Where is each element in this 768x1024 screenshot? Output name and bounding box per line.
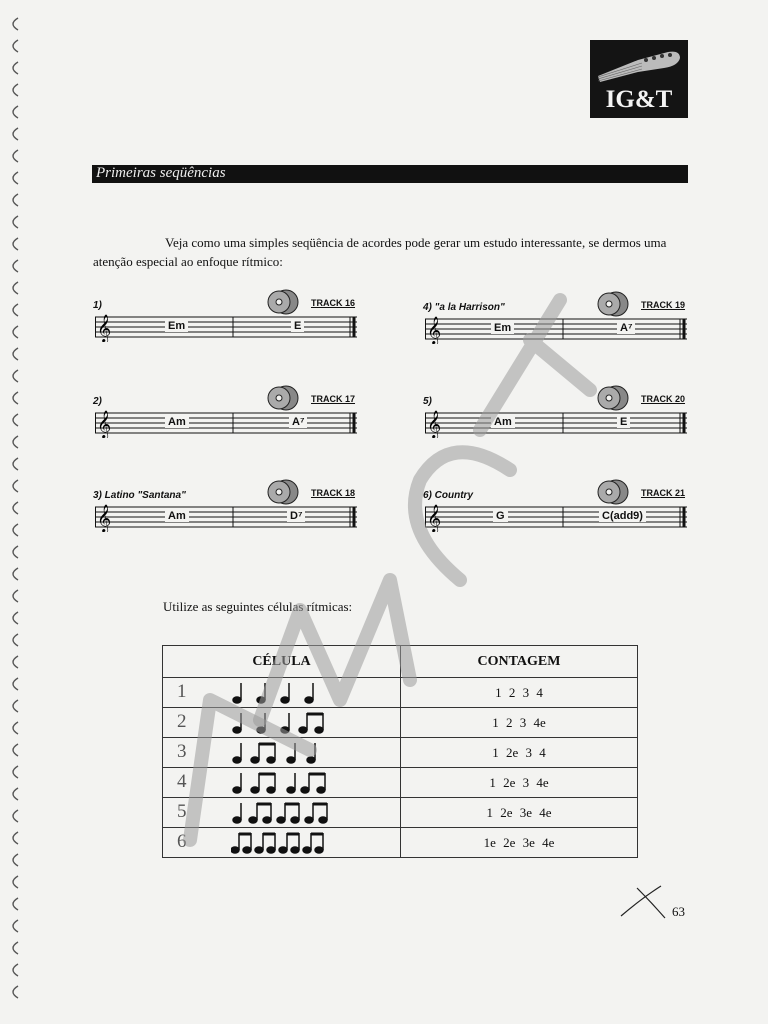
rhythm-notation (231, 830, 341, 856)
count-cell: 1 2e 3 4e (401, 768, 638, 798)
section-title-bar (92, 165, 688, 183)
rhythm-notation (231, 710, 341, 736)
track-label: TRACK 16 (311, 298, 356, 308)
count-cell: 1 2e 3e 4e (401, 798, 638, 828)
music-staff (425, 410, 687, 438)
handwritten-number: 5 (177, 801, 187, 822)
rhythm-notation (231, 770, 341, 796)
track-label: TRACK 17 (311, 394, 356, 404)
cd-icon (596, 384, 630, 412)
chord-1: G (493, 510, 508, 522)
cd-icon (596, 478, 630, 506)
igt-logo (590, 40, 688, 118)
chord-2: E (617, 416, 630, 428)
rhythm-cell (163, 678, 401, 708)
cd-icon (266, 478, 300, 506)
guitar-headstock-icon (598, 46, 682, 84)
chord-1: Am (165, 510, 189, 522)
handwritten-number: 4 (177, 771, 187, 792)
exercise-1 (93, 300, 363, 360)
count-cell: 1 2e 3 4 (401, 738, 638, 768)
exercise-number: 5) (423, 396, 432, 407)
rhythm-cell (163, 798, 401, 828)
spiral-binding (4, 10, 26, 1010)
count-cell: 1 2 3 4e (401, 708, 638, 738)
chord-2: A⁷ (289, 416, 307, 428)
table-row (163, 768, 638, 798)
track-label: TRACK 21 (641, 488, 686, 498)
rhythm-cell (163, 768, 401, 798)
chord-1: Em (165, 320, 188, 332)
exercise-2 (93, 396, 363, 456)
rhythm-notation (231, 740, 341, 766)
chord-2: C(add9) (599, 510, 646, 522)
table-row (163, 708, 638, 738)
chord-2: A⁷ (617, 322, 635, 334)
music-staff (425, 504, 687, 532)
exercise-3 (93, 490, 363, 550)
exercise-6 (423, 490, 693, 550)
music-staff (95, 410, 357, 438)
rhythm-cell (163, 738, 401, 768)
table-header-row (163, 646, 638, 678)
track-label: TRACK 20 (641, 394, 686, 404)
cd-icon (596, 290, 630, 318)
handwritten-number: 3 (177, 741, 187, 762)
exercise-number: 6) Country (423, 490, 473, 501)
handwritten-number: 2 (177, 711, 187, 732)
rhythm-cells-table (162, 645, 638, 858)
chord-1: Em (491, 322, 514, 334)
table-row (163, 828, 638, 858)
rhythm-notation (231, 800, 341, 826)
cd-icon (266, 288, 300, 316)
handwritten-x-mark (617, 884, 667, 920)
exercise-number: 4) "a la Harrison" (423, 302, 505, 313)
track-label: TRACK 19 (641, 300, 686, 310)
column-header-contagem: CONTAGEM (401, 646, 638, 678)
exercise-number: 1) (93, 300, 102, 311)
exercise-4 (423, 302, 693, 362)
table-row (163, 738, 638, 768)
count-cell: 1 2 3 4 (401, 678, 638, 708)
table-row (163, 678, 638, 708)
cd-icon (266, 384, 300, 412)
intro-paragraph (93, 233, 693, 271)
exercise-number: 3) Latino "Santana" (93, 490, 186, 501)
column-header-celula: CÉLULA (163, 646, 401, 678)
page-number: 63 (672, 904, 685, 919)
chord-2: E (291, 320, 304, 332)
music-staff (95, 504, 357, 532)
table-row (163, 798, 638, 828)
rhythm-notation (231, 680, 341, 706)
chord-1: Am (491, 416, 515, 428)
logo-text: IG&T (605, 86, 673, 113)
track-label: TRACK 18 (311, 488, 356, 498)
handwritten-number: 6 (177, 831, 187, 852)
chord-1: Am (165, 416, 189, 428)
music-staff (95, 314, 357, 342)
rhythm-cell (163, 828, 401, 858)
intro-text: Veja como uma simples seqüência de acordes pode gerar um estudo interessante, se dermos uma atenção especial ao enfoque rítmico: (93, 235, 667, 269)
exercise-number: 2) (93, 396, 102, 407)
rhythm-cells-instruction: Utilize as seguintes células rítmicas: (163, 599, 353, 614)
count-cell: 1e 2e 3e 4e (401, 828, 638, 858)
exercise-5 (423, 396, 693, 456)
music-staff (425, 316, 687, 344)
handwritten-number: 1 (177, 681, 187, 702)
section-title: Primeiras seqüências (96, 165, 226, 181)
chord-2: D⁷ (287, 510, 305, 522)
rhythm-cell (163, 708, 401, 738)
